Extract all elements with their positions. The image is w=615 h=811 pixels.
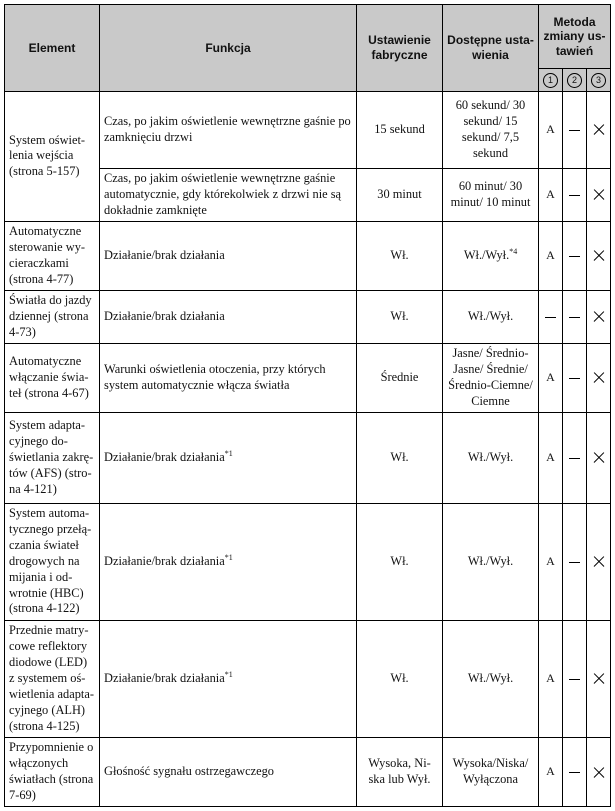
method-2-cell <box>563 92 587 169</box>
method-2-cell <box>563 620 587 737</box>
table-row <box>5 737 611 806</box>
header-method-2 <box>563 69 587 92</box>
available-settings-cell <box>443 503 539 620</box>
header-change-method: Metoda zmiany us-tawień <box>539 5 611 69</box>
function-text: Działanie/brak działania <box>104 449 225 464</box>
method-2-cell <box>563 168 587 221</box>
cross-icon <box>593 452 605 464</box>
settings-table <box>4 4 611 807</box>
function-cell <box>100 168 357 221</box>
method-2-cell <box>563 737 587 806</box>
cross-icon <box>593 250 605 262</box>
method-2-cell <box>563 290 587 343</box>
function-text: Działanie/brak działania <box>104 308 225 323</box>
factory-setting: Średnie <box>357 343 443 412</box>
dash-icon <box>569 256 580 257</box>
available-settings-cell <box>443 92 539 169</box>
table-row <box>5 221 611 290</box>
method-2-cell <box>563 412 587 503</box>
method-1-cell <box>539 221 563 290</box>
available-settings-text: 60 minut/ 30 minut/ 10 minut <box>450 178 531 209</box>
method-3-cell <box>587 92 611 169</box>
method-2-cell <box>563 503 587 620</box>
element-name: Automatyczne sterowanie wy-cieraczkami (strona 4-77) <box>5 221 100 290</box>
function-cell <box>100 343 357 412</box>
method-letter: A <box>546 450 555 465</box>
header-available-settings: Dostępne usta-wienia <box>443 5 539 92</box>
method-1-cell <box>539 290 563 343</box>
table-row <box>5 92 611 169</box>
factory-setting: 15 sekund <box>357 92 443 169</box>
factory-setting: Wł. <box>357 620 443 737</box>
method-3-cell <box>587 412 611 503</box>
method-1-cell <box>539 503 563 620</box>
cross-icon <box>593 124 605 136</box>
dash-icon <box>545 317 556 318</box>
header-element: Element <box>5 5 100 92</box>
method-1-cell <box>539 168 563 221</box>
table-row <box>5 620 611 737</box>
circled-number-2-icon: 2 <box>567 73 582 88</box>
footnote-marker: *1 <box>224 552 233 562</box>
function-text: Głośność sygnału ostrzegawczego <box>104 763 274 778</box>
method-letter: A <box>546 186 555 201</box>
method-letter: A <box>546 248 555 263</box>
function-text: Czas, po jakim oświetlenie wewnętrzne gaśnie po zamknięciu drzwi <box>104 113 351 144</box>
factory-setting: Wysoka, Ni-ska lub Wył. <box>357 737 443 806</box>
function-text: Działanie/brak działania <box>104 553 225 568</box>
method-2-cell <box>563 221 587 290</box>
available-settings-cell <box>443 343 539 412</box>
footnote-marker: *1 <box>224 448 233 458</box>
circled-number-1-icon: 1 <box>543 73 558 88</box>
table-header <box>5 5 611 92</box>
element-name: System automa-tycznego przełą-czania świateł drogowych na mijania i od-wrotnie (HBC) (strona 4-122) <box>5 503 100 620</box>
function-cell <box>100 92 357 169</box>
cross-icon <box>593 767 605 779</box>
header-method-1 <box>539 69 563 92</box>
available-settings-cell <box>443 290 539 343</box>
method-3-cell <box>587 737 611 806</box>
method-3-cell <box>587 290 611 343</box>
table-row <box>5 343 611 412</box>
available-settings-text: Wł./Wył. <box>467 670 514 685</box>
element-name: Światła do jazdy dziennej (strona 4-73) <box>5 290 100 343</box>
dash-icon <box>569 772 580 773</box>
method-1-cell <box>539 92 563 169</box>
element-name: System oświet-lenia wejścia (strona 5-157) <box>5 92 100 222</box>
table-row <box>5 412 611 503</box>
method-2-cell <box>563 343 587 412</box>
available-settings-cell <box>443 737 539 806</box>
available-settings-text: Wł./Wył. <box>463 247 510 262</box>
element-name: Automatyczne włączanie świa-teł (strona 4-67) <box>5 343 100 412</box>
method-3-cell <box>587 503 611 620</box>
cross-icon <box>593 556 605 568</box>
method-letter: A <box>546 122 555 137</box>
available-settings-cell <box>443 221 539 290</box>
factory-setting: Wł. <box>357 412 443 503</box>
table-row <box>5 503 611 620</box>
dash-icon <box>569 317 580 318</box>
cross-icon <box>593 673 605 685</box>
available-settings-text: Wł./Wył. <box>467 553 514 568</box>
element-name: Przypomnienie o włączonych światłach (strona 7-69) <box>5 737 100 806</box>
method-letter: A <box>546 370 555 385</box>
dash-icon <box>569 195 580 196</box>
method-letter: A <box>546 764 555 779</box>
dash-icon <box>569 130 580 131</box>
available-settings-text: Wł./Wył. <box>467 308 514 323</box>
method-1-cell <box>539 343 563 412</box>
function-cell <box>100 503 357 620</box>
available-settings-text: Wysoka/Niska/ Wyłączona <box>452 756 529 786</box>
circled-number-3-icon: 3 <box>591 73 606 88</box>
function-text: Warunki oświetlenia otoczenia, przy których system automatycznie włącza światła <box>104 362 326 392</box>
method-3-cell <box>587 221 611 290</box>
header-method-3 <box>587 69 611 92</box>
available-settings-text: 60 sekund/ 30 sekund/ 15 sekund/ 7,5 sekund <box>455 98 526 160</box>
method-3-cell <box>587 620 611 737</box>
footnote-marker: *1 <box>224 669 233 679</box>
footnote-marker: *4 <box>509 246 518 256</box>
available-settings-cell <box>443 412 539 503</box>
method-1-cell <box>539 620 563 737</box>
cross-icon <box>593 372 605 384</box>
method-1-cell <box>539 737 563 806</box>
element-name: System adapta-cyjnego do-świetlania zakrę-tów (AFS) (stro-na 4-121) <box>5 412 100 503</box>
available-settings-cell <box>443 168 539 221</box>
cross-icon <box>593 311 605 323</box>
header-function: Funkcja <box>100 5 357 92</box>
dash-icon <box>569 378 580 379</box>
function-text: Czas, po jakim oświetlenie wewnętrzne gaśnie automatycznie, gdy którekolwiek z drzwi nie są dokładnie zamknięte <box>104 170 342 217</box>
function-text: Działanie/brak działania <box>104 247 225 262</box>
dash-icon <box>569 679 580 680</box>
factory-setting: 30 minut <box>357 168 443 221</box>
function-cell <box>100 737 357 806</box>
dash-icon <box>569 562 580 563</box>
cross-icon <box>593 189 605 201</box>
factory-setting: Wł. <box>357 503 443 620</box>
method-3-cell <box>587 168 611 221</box>
table-row <box>5 290 611 343</box>
function-text: Działanie/brak działania <box>104 670 225 685</box>
table-body <box>5 92 611 807</box>
method-1-cell <box>539 412 563 503</box>
function-cell <box>100 290 357 343</box>
factory-setting: Wł. <box>357 221 443 290</box>
function-cell <box>100 221 357 290</box>
element-name: Przednie matry-cowe reflektory diodowe (LED) z systemem oś-wietlenia adapta-cyjnego (ALH) (strona 4-125) <box>5 620 100 737</box>
available-settings-text: Wł./Wył. <box>467 449 514 464</box>
header-factory-setting: Ustawienie fabryczne <box>357 5 443 92</box>
method-letter: A <box>546 671 555 686</box>
available-settings-cell <box>443 620 539 737</box>
factory-setting: Wł. <box>357 290 443 343</box>
method-letter: A <box>546 554 555 569</box>
function-cell <box>100 412 357 503</box>
dash-icon <box>569 458 580 459</box>
function-cell <box>100 620 357 737</box>
available-settings-text: Jasne/ Średnio-Jasne/ Średnie/ Średnio-Ciemne/ Ciemne <box>448 346 533 408</box>
method-3-cell <box>587 343 611 412</box>
